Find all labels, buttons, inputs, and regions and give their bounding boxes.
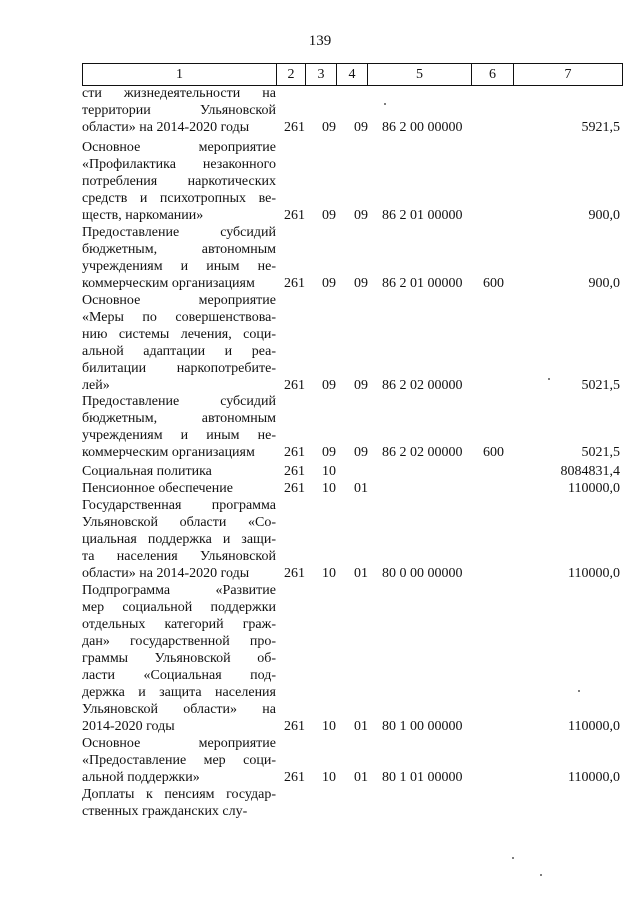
description-line: области» на 2014-2020 годы <box>82 566 250 581</box>
description-line: потребления наркотических <box>82 174 276 189</box>
table-row <box>82 582 622 735</box>
cell-c7: 110000,0 <box>568 566 620 581</box>
description-line: 2014-2020 годы <box>82 719 175 734</box>
cell-c4: 09 <box>354 378 368 393</box>
cell-c3: 09 <box>322 378 336 393</box>
description-line: учреждениям и иным не- <box>82 259 276 274</box>
cell-c2: 261 <box>284 566 305 581</box>
cell-c3: 09 <box>322 445 336 460</box>
scan-speck <box>578 690 580 692</box>
row-description <box>82 463 276 480</box>
description-line: альной поддержки» <box>82 770 200 785</box>
table-header <box>82 63 623 86</box>
description-line: сти жизнедеятельности на <box>82 86 276 101</box>
description-line: Ульяновской области» на <box>82 702 276 717</box>
description-line: граммы Ульяновской об- <box>82 651 276 666</box>
table-row <box>82 393 622 461</box>
cell-c2: 261 <box>284 719 305 734</box>
description-line: Предоставление субсидий <box>82 225 276 240</box>
row-description <box>82 582 276 735</box>
description-line: ществ, наркомании» <box>82 208 204 223</box>
description-line: держка и защита населения <box>82 685 276 700</box>
cell-c5: 86 2 01 00000 <box>382 208 463 223</box>
description-line: Основное мероприятие <box>82 736 276 751</box>
header-col-6: 6 <box>472 64 514 85</box>
scan-speck <box>540 874 542 876</box>
description-line: ственных гражданских слу- <box>82 804 248 819</box>
cell-c2: 261 <box>284 770 305 785</box>
description-line: учреждениям и иным не- <box>82 428 276 443</box>
cell-c5: 80 1 01 00000 <box>382 770 463 785</box>
row-description <box>82 786 276 820</box>
description-line: дан» государственной про- <box>82 634 276 649</box>
description-line: Ульяновской области «Со- <box>82 515 276 530</box>
scan-speck <box>384 103 386 105</box>
cell-c3: 10 <box>322 566 336 581</box>
cell-c5: 80 1 00 00000 <box>382 719 463 734</box>
cell-c4: 01 <box>354 481 368 496</box>
description-line: «Меры по совершенствова- <box>82 310 276 325</box>
cell-c7: 110000,0 <box>568 481 620 496</box>
cell-c3: 09 <box>322 276 336 291</box>
row-description <box>82 497 276 582</box>
table-row <box>82 463 622 480</box>
scan-speck <box>548 378 550 380</box>
cell-c3: 10 <box>322 719 336 734</box>
row-description <box>82 292 276 394</box>
cell-c3: 10 <box>322 770 336 785</box>
cell-c3: 10 <box>322 464 336 479</box>
description-line: средств и психотропных ве- <box>82 191 276 206</box>
cell-c2: 261 <box>284 481 305 496</box>
description-line: та населения Ульяновской <box>82 549 276 564</box>
header-col-1: 1 <box>83 64 277 85</box>
row-description <box>82 480 276 497</box>
cell-c7: 5921,5 <box>581 120 620 135</box>
cell-c2: 261 <box>284 208 305 223</box>
cell-c4: 01 <box>354 719 368 734</box>
description-line: нию системы лечения, соци- <box>82 327 276 342</box>
cell-c7: 110000,0 <box>568 719 620 734</box>
cell-c7: 900,0 <box>588 208 620 223</box>
table-row <box>82 224 622 292</box>
cell-c7: 5021,5 <box>581 378 620 393</box>
description-line: лей» <box>82 378 110 393</box>
cell-c2: 261 <box>284 276 305 291</box>
header-col-3: 3 <box>306 64 337 85</box>
cell-c4: 01 <box>354 770 368 785</box>
header-col-4: 4 <box>337 64 368 85</box>
header-col-2: 2 <box>277 64 306 85</box>
row-description <box>82 393 276 461</box>
table-row <box>82 735 622 786</box>
cell-c5: 86 2 00 00000 <box>382 120 463 135</box>
table-row <box>82 85 622 136</box>
cell-c6: 600 <box>483 276 504 291</box>
scan-speck <box>512 857 514 859</box>
table-row <box>82 139 622 224</box>
description-line: циальная поддержка и защи- <box>82 532 276 547</box>
description-line: бюджетным, автономным <box>82 411 276 426</box>
cell-c2: 261 <box>284 120 305 135</box>
header-col-5: 5 <box>368 64 472 85</box>
cell-c7: 110000,0 <box>568 770 620 785</box>
description-line: мер социальной поддержки <box>82 600 276 615</box>
cell-c7: 900,0 <box>588 276 620 291</box>
cell-c4: 09 <box>354 208 368 223</box>
description-line: территории Ульяновской <box>82 103 276 118</box>
description-line: альной адаптации и реа- <box>82 344 276 359</box>
description-line: «Предоставление мер соци- <box>82 753 276 768</box>
description-line: бюджетным, автономным <box>82 242 276 257</box>
table-row <box>82 786 622 820</box>
row-description <box>82 224 276 292</box>
description-line: ласти «Социальная под- <box>82 668 276 683</box>
cell-c5: 86 2 01 00000 <box>382 276 463 291</box>
description-line: Государственная программа <box>82 498 276 513</box>
cell-c7: 5021,5 <box>581 445 620 460</box>
cell-c2: 261 <box>284 464 305 479</box>
cell-c4: 09 <box>354 445 368 460</box>
cell-c4: 09 <box>354 276 368 291</box>
header-col-7: 7 <box>514 64 623 85</box>
cell-c4: 09 <box>354 120 368 135</box>
page-number: 139 <box>308 33 332 49</box>
description-line: отдельных категорий граж- <box>82 617 276 632</box>
table-row <box>82 480 622 497</box>
description-line: коммерческим организациям <box>82 445 255 460</box>
cell-c4: 01 <box>354 566 368 581</box>
description-line: области» на 2014-2020 годы <box>82 120 250 135</box>
description-line: билитации наркопотребите- <box>82 361 276 376</box>
cell-c2: 261 <box>284 445 305 460</box>
description-line: Социальная политика <box>82 464 212 479</box>
cell-c5: 80 0 00 00000 <box>382 566 463 581</box>
cell-c5: 86 2 02 00000 <box>382 378 463 393</box>
description-line: Доплаты к пенсиям государ- <box>82 787 276 802</box>
cell-c5: 86 2 02 00000 <box>382 445 463 460</box>
description-line: коммерческим организациям <box>82 276 255 291</box>
description-line: Основное мероприятие <box>82 140 276 155</box>
table-row <box>82 292 622 394</box>
row-description <box>82 735 276 786</box>
description-line: Основное мероприятие <box>82 293 276 308</box>
table-row <box>82 497 622 582</box>
cell-c7: 8084831,4 <box>560 464 620 479</box>
cell-c3: 09 <box>322 208 336 223</box>
description-line: Подпрограмма «Развитие <box>82 583 276 598</box>
description-line: Пенсионное обеспечение <box>82 481 233 496</box>
cell-c3: 09 <box>322 120 336 135</box>
row-description <box>82 139 276 224</box>
description-line: «Профилактика незаконного <box>82 157 276 172</box>
cell-c3: 10 <box>322 481 336 496</box>
description-line: Предоставление субсидий <box>82 394 276 409</box>
cell-c2: 261 <box>284 378 305 393</box>
cell-c6: 600 <box>483 445 504 460</box>
row-description <box>82 85 276 136</box>
